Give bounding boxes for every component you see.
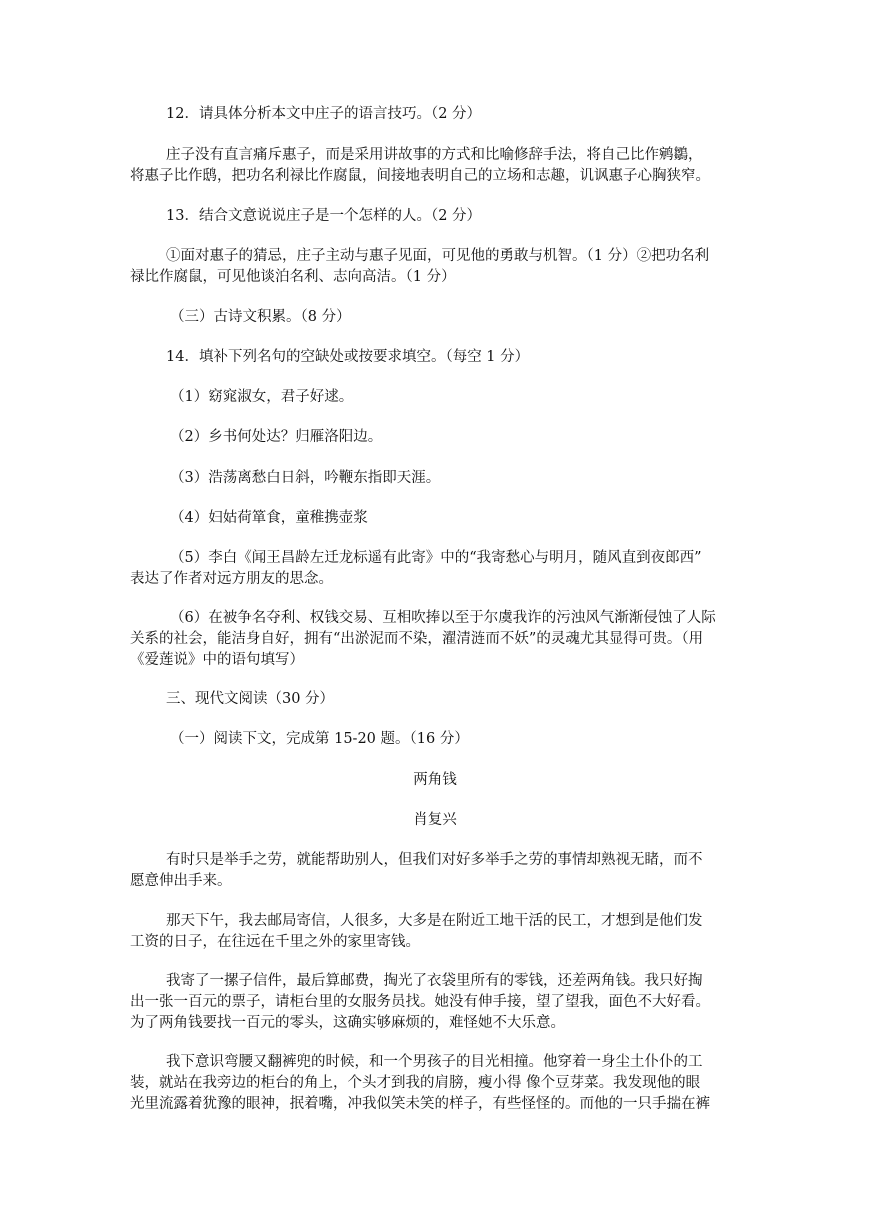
article-p2-line-1: 那天下午，我去邮局寄信，人很多，大多是在附近工地干活的民工，才想到是他们发 <box>166 913 703 929</box>
q14-item-2 <box>130 427 740 448</box>
article-p4-line-1: 我下意识弯腰又翻裤兜的时候，和一个男孩子的目光相撞。他穿着一身尘土仆仆的工 <box>166 1054 703 1070</box>
q14-item-3 <box>130 468 740 489</box>
q14-item-5 <box>130 548 740 590</box>
q14-item-1 <box>130 387 740 408</box>
q13-answer-line-1: ①面对惠子的猜忌，庄子主动与惠子见面，可见他的勇敢与机智。（1 分）②把功名利 <box>166 248 710 264</box>
article-paragraph-2 <box>130 911 740 953</box>
article-author <box>130 810 740 831</box>
q13-question <box>130 206 740 227</box>
q13-answer <box>130 246 740 288</box>
q12-question-text: 12．请具体分析本文中庄子的语言技巧。（2 分） <box>166 106 482 122</box>
article-paragraph-1 <box>130 850 740 892</box>
part-3-heading <box>130 689 740 710</box>
q14-item-4 <box>130 508 740 529</box>
q14-item-6 <box>130 608 740 671</box>
q12-question <box>130 104 740 125</box>
q14-item-1-text: （1）窈窕淑女，君子好逑。 <box>170 389 354 405</box>
article-title-text: 两角钱 <box>413 772 457 788</box>
q12-answer-line-2: 将惠子比作鸱，把功名利禄比作腐鼠，间接地表明自己的立场和志趣，讥讽惠子心胸狭窄。 <box>130 168 710 184</box>
q14-item-5-line-1: （5）李白《闻王昌龄左迁龙标遥有此寄》中的“我寄愁心与明月，随风直到夜郎西” <box>170 550 702 566</box>
q14-item-6-line-2: 关系的社会，能洁身自好，拥有“出淤泥而不染，濯清涟而不妖”的灵魂尤其显得可贵。（用 <box>130 631 704 647</box>
article-author-text: 肖复兴 <box>413 812 457 828</box>
article-p4-line-3: 光里流露着犹豫的眼神，抿着嘴，冲我似笑未笑的样子，有些怪怪的。而他的一只手揣在裤 <box>130 1096 710 1112</box>
section-3-heading <box>130 307 740 328</box>
part-3-heading-text: 三、现代文阅读（30 分） <box>166 691 335 707</box>
article-p3-line-2: 出一张一百元的票子，请柜台里的女服务员找。她没有伸手接，望了望我，面色不大好看。 <box>130 994 710 1010</box>
article-p3-line-1: 我寄了一摞子信件，最后算邮费，掏光了衣袋里所有的零钱，还差两角钱。我只好掏 <box>166 973 703 989</box>
article-p1-line-2: 愿意伸出手来。 <box>130 873 232 889</box>
article-paragraph-4 <box>130 1052 740 1115</box>
q14-item-5-line-2: 表达了作者对远方朋友的思念。 <box>130 571 333 587</box>
article-title <box>130 770 740 791</box>
q14-item-6-line-1: （6）在被争名夺利、权钱交易、互相吹捧以至于尔虞我诈的污浊风气渐渐侵蚀了人际 <box>170 610 716 626</box>
article-p3-line-3: 为了两角钱要找一百元的零头，这确实够麻烦的，难怪她不大乐意。 <box>130 1015 565 1031</box>
q14-question-text: 14．填补下列名句的空缺处或按要求填空。（每空 1 分） <box>166 349 530 365</box>
q14-question <box>130 347 740 368</box>
q12-answer-line-1: 庄子没有直言痛斥惠子，而是采用讲故事的方式和比喻修辞手法，将自己比作鹓鶵， <box>166 147 703 163</box>
q14-item-4-text: （4）妇姑荷箪食，童稚携壶浆 <box>170 510 368 526</box>
q12-answer <box>130 145 740 187</box>
q14-item-6-line-3: 《爱莲说》中的语句填写） <box>130 652 304 668</box>
article-paragraph-3 <box>130 971 740 1034</box>
q14-item-2-text: （2）乡书何处达？归雁洛阳边。 <box>170 429 383 445</box>
q14-item-3-text: （3）浩荡离愁白日斜，吟鞭东指即天涯。 <box>170 470 441 486</box>
article-p4-line-2: 装，就站在我旁边的柜台的角上，个头才到我的肩膀，瘦小得 像个豆芽菜。我发现他的眼 <box>130 1075 701 1091</box>
part-3-sub-heading <box>130 729 740 750</box>
article-p1-line-1: 有时只是举手之劳，就能帮助别人，但我们对好多举手之劳的事情却熟视无睹，而不 <box>166 852 703 868</box>
part-3-sub-heading-text: （一）阅读下文，完成第 15-20 题。（16 分） <box>170 731 469 747</box>
q13-answer-line-2: 禄比作腐鼠，可见他谈泊名利、志向高洁。（1 分） <box>130 269 456 285</box>
section-3-heading-text: （三）古诗文积累。（8 分） <box>170 309 351 325</box>
article-p2-line-2: 工资的日子，在往远在千里之外的家里寄钱。 <box>130 934 420 950</box>
q13-question-text: 13．结合文意说说庄子是一个怎样的人。（2 分） <box>166 208 482 224</box>
